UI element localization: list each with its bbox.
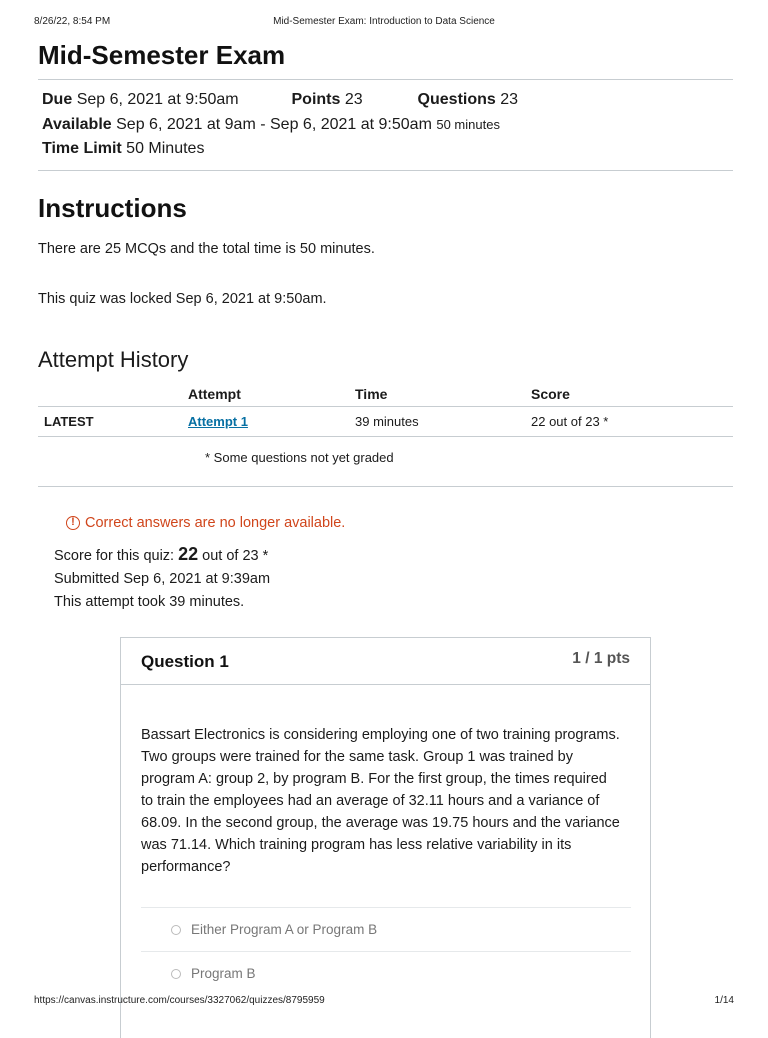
divider: [38, 170, 733, 171]
print-date: 8/26/22, 8:54 PM: [34, 16, 111, 27]
grading-footnote: * Some questions not yet graded: [205, 449, 394, 465]
time-limit-value: 50 Minutes: [126, 140, 205, 157]
locked-notice: This quiz was locked Sep 6, 2021 at 9:50am.: [38, 290, 327, 307]
table-header-row: [38, 376, 733, 407]
question-card: [120, 637, 651, 1038]
answer-label: Program B: [191, 966, 256, 981]
radio-icon[interactable]: [171, 925, 181, 935]
radio-icon[interactable]: [171, 969, 181, 979]
available-duration: 50 minutes: [436, 116, 500, 132]
attempt-score: 22 out of 23 *: [531, 406, 733, 436]
instructions-text: There are 25 MCQs and the total time is 50 minutes.: [38, 240, 375, 257]
score-line: [54, 543, 733, 568]
attempt-time: 39 minutes: [355, 406, 531, 436]
exclamation-circle-icon: !: [66, 516, 80, 530]
answer-option[interactable]: [141, 951, 631, 995]
table-row: [38, 406, 733, 436]
column-header-score: Score: [531, 376, 733, 407]
score-value: 22: [178, 543, 199, 564]
submitted-text: Submitted Sep 6, 2021 at 9:39am: [54, 570, 271, 587]
questions-label: Questions: [417, 91, 496, 108]
column-header-attempt: Attempt: [188, 376, 355, 407]
score-summary: [54, 543, 733, 614]
due-value: Sep 6, 2021 at 9:50am: [76, 91, 239, 108]
answer-option[interactable]: [141, 907, 631, 951]
answer-label: Either Program A or Program B: [191, 922, 378, 937]
score-prefix: Score for this quiz:: [54, 547, 175, 564]
warning-text: Correct answers are no longer available.: [85, 514, 346, 531]
time-limit-label: Time Limit: [42, 140, 122, 157]
instructions-heading: Instructions: [38, 192, 187, 223]
answer-list: [141, 907, 631, 995]
attempt-history-table: [38, 376, 733, 437]
page-number: 1/14: [714, 995, 734, 1006]
attempt-duration-text: This attempt took 39 minutes.: [54, 593, 245, 610]
available-value: Sep 6, 2021 at 9am - Sep 6, 2021 at 9:50am: [116, 115, 432, 133]
main-content: [38, 38, 733, 614]
due-label: Due: [42, 91, 73, 108]
latest-label: LATEST: [38, 406, 188, 436]
page-title: Mid-Semester Exam: [38, 40, 286, 70]
question-title: Question 1: [141, 652, 229, 671]
question-header: [121, 638, 650, 685]
available-label: Available: [42, 115, 112, 133]
question-text: Bassart Electronics is considering employing one of two training programs. Two groups were trained for the same task. Group 1 was trained by program A: group 2, by program B. For the first group, the times required to train the employees had an average of 32.11 hours and a variance of 68.09. In the second group, the average was 19.75 hours and the variance was 71.14. Which training program has less relative variability in its performance?: [141, 727, 620, 875]
answers-unavailable-notice: [66, 515, 733, 531]
print-url: https://canvas.instructure.com/courses/3327062/quizzes/8795959: [34, 995, 325, 1006]
quiz-details: [38, 80, 733, 170]
print-document-title: Mid-Semester Exam: Introduction to Data Science: [273, 16, 495, 27]
attempt-history-heading: Attempt History: [38, 346, 189, 372]
questions-value: 23: [500, 91, 519, 108]
question-points: 1 / 1 pts: [572, 650, 630, 667]
attempt-1-link[interactable]: Attempt 1: [188, 413, 248, 429]
column-header-time: Time: [355, 376, 531, 407]
points-label: Points: [291, 91, 341, 108]
points-value: 23: [344, 91, 363, 108]
score-suffix: out of 23 *: [202, 547, 269, 564]
divider: [38, 486, 733, 487]
